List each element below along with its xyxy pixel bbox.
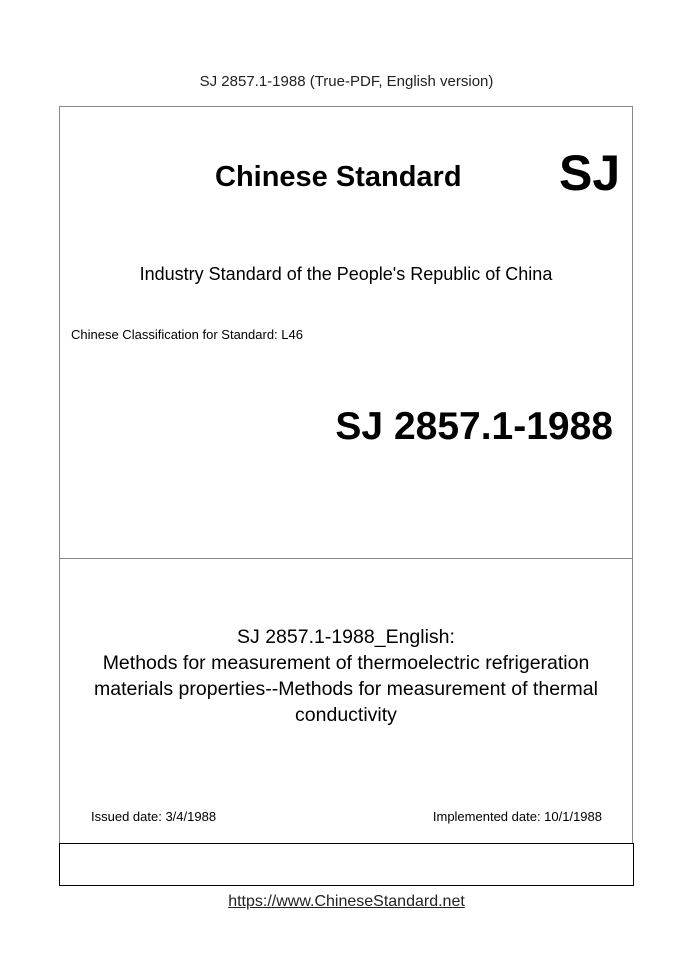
cover-heading: Chinese Standard bbox=[215, 161, 462, 193]
classification-label: Chinese Classification for Standard: L46 bbox=[71, 327, 303, 342]
title-line: SJ 2857.1-1988_English: bbox=[237, 626, 455, 648]
issued-date: Issued date: 3/4/1988 bbox=[91, 809, 217, 824]
standard-number: SJ 2857.1-1988 bbox=[335, 405, 613, 448]
document-title bbox=[59, 624, 633, 728]
footer-link[interactable]: https://www.ChineseStandard.net bbox=[228, 893, 465, 910]
page-header: SJ 2857.1-1988 (True-PDF, English version) bbox=[199, 73, 494, 90]
title-line: Methods for measurement of thermoelectric refrigeration bbox=[102, 652, 590, 674]
cover-subtitle: Industry Standard of the People's Republic of China bbox=[139, 264, 553, 284]
title-line: conductivity bbox=[295, 704, 397, 726]
sj-logo: SJ bbox=[559, 145, 621, 201]
footer bbox=[0, 893, 693, 911]
implemented-date: Implemented date: 10/1/1988 bbox=[432, 809, 602, 824]
cover-bottom-bar bbox=[59, 843, 634, 886]
title-line: materials properties--Methods for measurement of thermal bbox=[94, 678, 598, 700]
